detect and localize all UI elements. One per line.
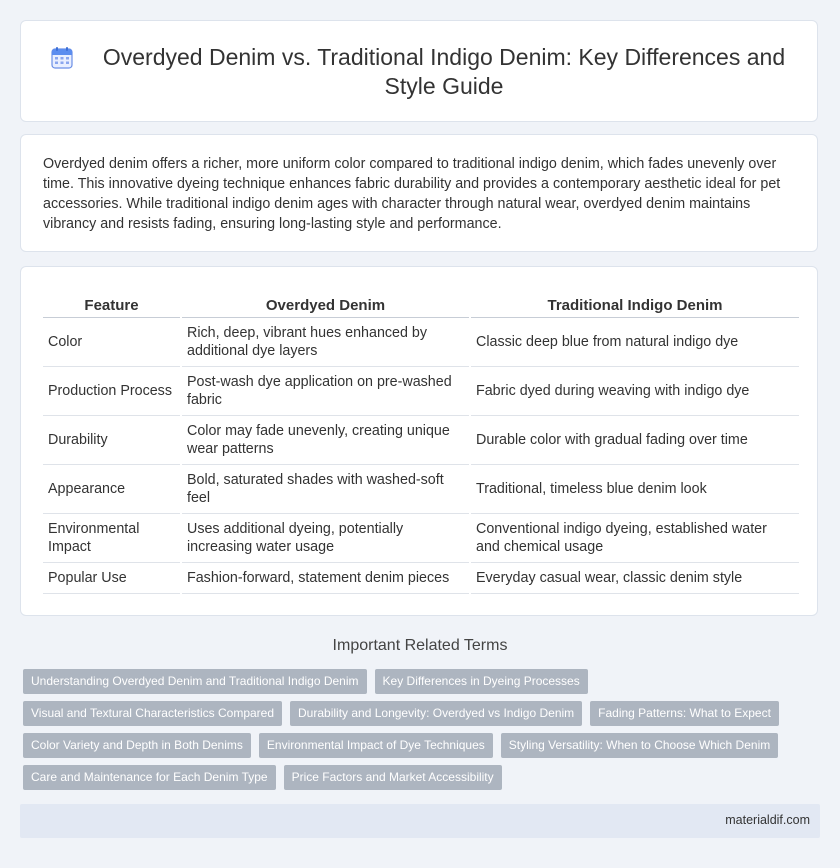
intro-card <box>20 134 818 252</box>
column-header: Overdyed Denim <box>181 293 470 318</box>
table-row <box>43 416 799 465</box>
table-cell: Popular Use <box>43 563 181 594</box>
table-cell: Durability <box>43 416 181 465</box>
related-term-tag[interactable]: Key Differences in Dyeing Processes <box>375 669 588 694</box>
intro-paragraph: Overdyed denim offers a richer, more uniform color compared to traditional indigo denim, which fades unevenly over time. This innovative dyeing technique enhances fabric durability and provides a contemporary aesthetic ideal for pet accessories. While traditional indigo denim ages with character through natural wear, overdyed denim maintains vibrancy and resists fading, ensuring long-lasting style and performance. <box>43 156 781 232</box>
table-row <box>43 563 799 594</box>
table-cell: Fabric dyed during weaving with indigo dye <box>470 367 799 416</box>
comparison-table <box>43 293 799 594</box>
related-term-tag[interactable]: Understanding Overdyed Denim and Traditional Indigo Denim <box>23 669 367 694</box>
related-term-tag[interactable]: Styling Versatility: When to Choose Which Denim <box>501 733 778 758</box>
footer <box>20 804 820 838</box>
table-cell: Everyday casual wear, classic denim style <box>470 563 799 594</box>
page-title: Overdyed Denim vs. Traditional Indigo Denim: Key Differences and Style Guide <box>102 44 786 99</box>
table-cell: Classic deep blue from natural indigo dye <box>470 318 799 367</box>
table-row <box>43 367 799 416</box>
title-card <box>20 20 818 122</box>
table-row <box>43 318 799 367</box>
column-header: Traditional Indigo Denim <box>470 293 799 318</box>
table-cell: Traditional, timeless blue denim look <box>470 465 799 514</box>
table-row <box>43 514 799 563</box>
table-cell: Conventional indigo dyeing, established water and chemical usage <box>470 514 799 563</box>
column-header: Feature <box>43 293 181 318</box>
table-cell: Uses additional dyeing, potentially increasing water usage <box>181 514 470 563</box>
table-cell: Appearance <box>43 465 181 514</box>
footer-site-link[interactable]: materialdif.com <box>725 813 810 827</box>
related-term-tag[interactable]: Visual and Textural Characteristics Compared <box>23 701 282 726</box>
related-term-tag[interactable]: Color Variety and Depth in Both Denims <box>23 733 251 758</box>
comparison-card <box>20 266 818 616</box>
table-cell: Color <box>43 318 181 367</box>
table-cell: Rich, deep, vibrant hues enhanced by additional dye layers <box>181 318 470 367</box>
related-term-tag[interactable]: Environmental Impact of Dye Techniques <box>259 733 493 758</box>
table-cell: Durable color with gradual fading over time <box>470 416 799 465</box>
calendar-icon <box>50 46 74 70</box>
table-cell: Fashion-forward, statement denim pieces <box>181 563 470 594</box>
table-cell: Production Process <box>43 367 181 416</box>
table-header-row <box>43 293 799 318</box>
table-cell: Bold, saturated shades with washed-soft feel <box>181 465 470 514</box>
table-row <box>43 465 799 514</box>
related-term-tag[interactable]: Durability and Longevity: Overdyed vs Indigo Denim <box>290 701 582 726</box>
related-term-tag[interactable]: Care and Maintenance for Each Denim Type <box>23 765 276 790</box>
related-term-tag[interactable]: Fading Patterns: What to Expect <box>590 701 779 726</box>
related-terms-heading: Important Related Terms <box>332 637 508 654</box>
table-cell: Color may fade unevenly, creating unique wear patterns <box>181 416 470 465</box>
related-terms-list <box>23 669 803 797</box>
table-cell: Environmental Impact <box>43 514 181 563</box>
related-term-tag[interactable]: Price Factors and Market Accessibility <box>284 765 502 790</box>
table-cell: Post-wash dye application on pre-washed fabric <box>181 367 470 416</box>
